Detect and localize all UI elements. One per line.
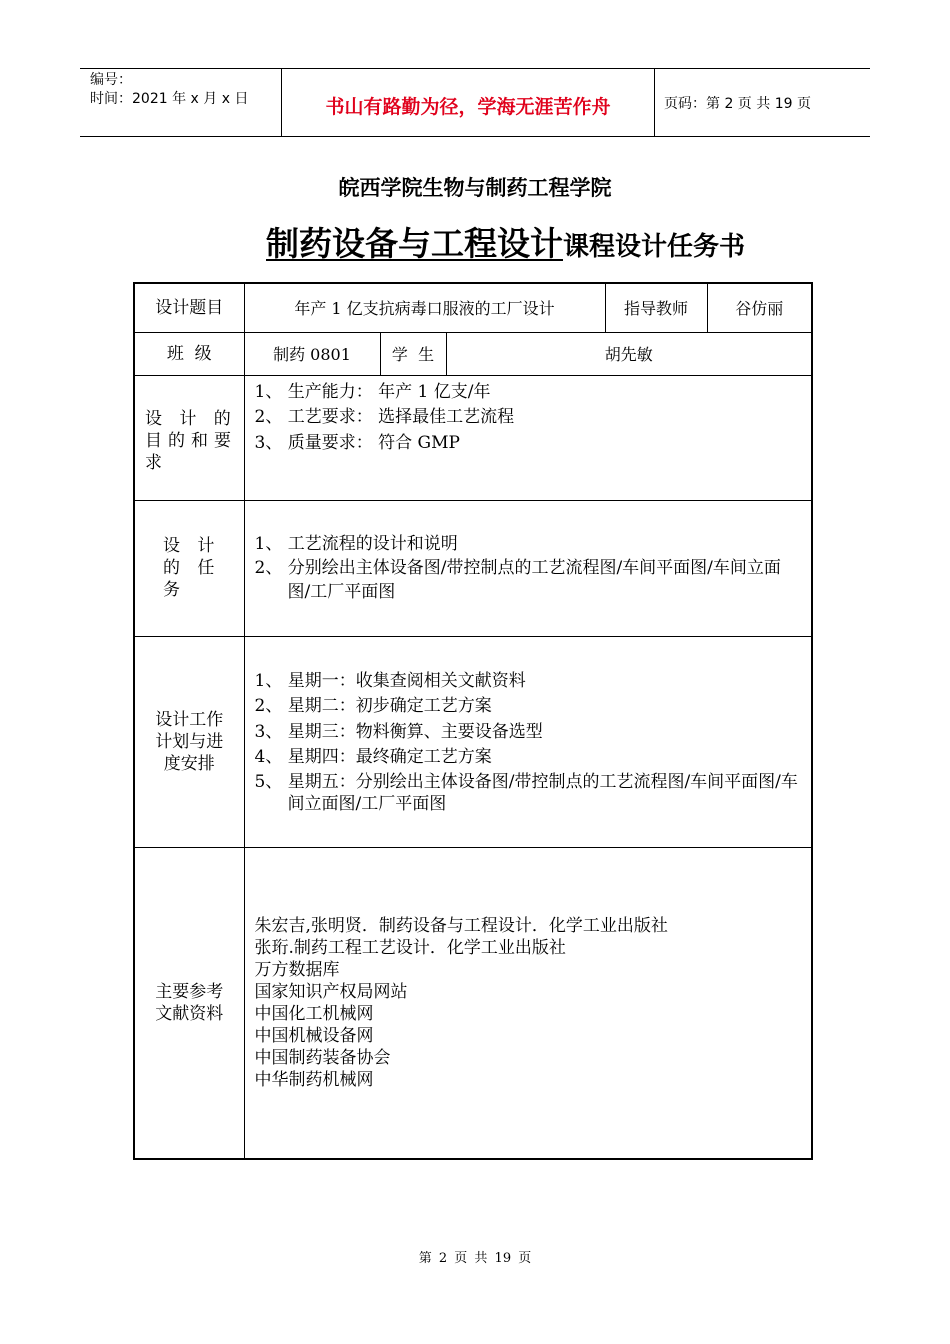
student-value: 胡先敏 <box>446 332 812 375</box>
list-item: 3、 星期三：物料衡算、主要设备选型 <box>254 721 543 742</box>
list-item: 2、 分别绘出主体设备图/带控制点的工艺流程图/车间平面图/车间立面图/工厂平面图 <box>254 558 781 602</box>
list-item: 1、 工艺流程的设计和说明 <box>254 534 458 554</box>
course-title: 制药设备与工程设计 <box>266 224 563 263</box>
list-item: 国家知识产权局网站 <box>254 981 408 1002</box>
document-title <box>266 218 745 265</box>
list-item: 2、 星期二：初步确定工艺方案 <box>254 696 492 716</box>
task-list <box>245 532 812 604</box>
task-row <box>134 500 812 636</box>
topic-label: 设计题目 <box>134 283 244 332</box>
schedule-row <box>134 636 812 847</box>
schedule-cell <box>244 636 812 847</box>
list-item: 1、 星期一：收集查阅相关文献资料 <box>254 670 526 691</box>
title-suffix: 课程设计任务书 <box>563 232 746 262</box>
schedule-list <box>245 669 812 815</box>
header-top-rule <box>80 68 870 69</box>
topic-row <box>134 283 812 332</box>
list-item: 5、 星期五：分别绘出主体设备图/带控制点的工艺流程图/车间平面图/车间立面图/工厂平面图 <box>254 771 798 814</box>
task-cell <box>244 500 812 636</box>
list-item: 1、 生产能力： 年产 1 亿支/年 <box>254 381 491 402</box>
list-item: 中国化工机械网 <box>254 1003 374 1024</box>
header-divider-right <box>654 69 655 136</box>
schedule-label: 设计工作计划与进度安排 <box>134 636 244 847</box>
list-item: 4、 星期四：最终确定工艺方案 <box>254 747 492 767</box>
task-label: 设 计 的 任务 <box>134 500 244 636</box>
purpose-cell <box>244 375 812 500</box>
refs-row <box>134 847 812 1159</box>
list-item: 中国制药装备协会 <box>254 1047 391 1068</box>
advisor-value: 谷仿丽 <box>707 283 812 332</box>
task-form-table <box>133 282 813 1160</box>
time-label: 时间：2021 年 x 月 x 日 <box>90 91 249 107</box>
refs-label: 主要参考文献资料 <box>134 847 244 1159</box>
college-name: 皖西学院生物与制药工程学院 <box>338 176 612 200</box>
class-row <box>134 332 812 375</box>
class-label: 班 级 <box>134 332 244 375</box>
header-bottom-rule <box>80 136 870 137</box>
list-item: 张珩.制药工程工艺设计．化学工业出版社 <box>254 937 566 958</box>
refs-cell <box>244 847 812 1159</box>
list-item: 中华制药机械网 <box>254 1069 374 1090</box>
purpose-list <box>245 380 812 457</box>
class-value: 制药 0801 <box>244 332 380 375</box>
header-meta <box>90 71 248 109</box>
list-item: 万方数据库 <box>254 959 340 980</box>
list-item: 朱宏吉,张明贤．制药设备与工程设计．化学工业出版社 <box>254 915 668 936</box>
list-item: 中国机械设备网 <box>254 1025 374 1046</box>
purpose-label: 设 计 的 目的和要求 <box>134 375 244 500</box>
list-item: 2、 工艺要求： 选择最佳工艺流程 <box>254 407 515 427</box>
list-item: 3、 质量要求： 符合 GMP <box>254 432 460 453</box>
number-label: 编号： <box>90 72 132 88</box>
header-page-info: 页码：第 2 页 共 19 页 <box>664 96 811 112</box>
student-label: 学 生 <box>380 332 446 375</box>
refs-list <box>245 915 812 1091</box>
advisor-label: 指导教师 <box>605 283 707 332</box>
page-footer: 第 2 页 共 19 页 <box>418 1251 532 1266</box>
header-motto: 书山有路勤为径，学海无涯苦作舟 <box>325 96 611 118</box>
topic-value: 年产 1 亿支抗病毒口服液的工厂设计 <box>244 283 605 332</box>
purpose-row <box>134 375 812 500</box>
